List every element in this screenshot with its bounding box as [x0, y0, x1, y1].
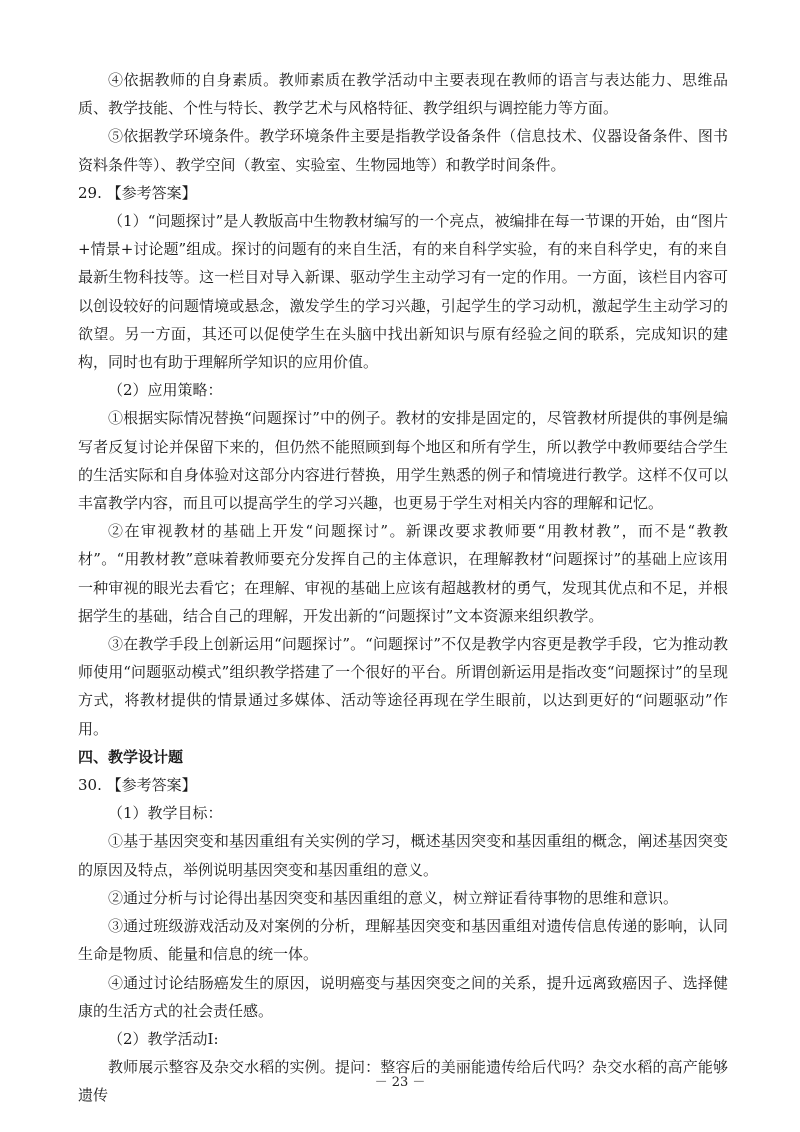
- para-teacher-quality: ④依据教师的自身素质。教师素质在教学活动中主要表现在教师的语言与表达能力、思维品质、教学技能、个性与特长、教学艺术与风格特征、教学组织与调控能力等方面。: [78, 71, 728, 118]
- para-goal-4: ④通过讨论结肠癌发生的原因，说明癌变与基因突变之间的关系，提升远离致癌因子、选择健康的生活方式的社会责任感。: [78, 973, 728, 1020]
- document-body: [78, 66, 728, 1110]
- para-30-2-title: （2）教学活动Ⅰ:: [108, 1029, 219, 1048]
- para-strategy-2: ②在审视教材的基础上开发“问题探讨”。新课改要求教师要“用教材教”，而不是“教教材”。“用教材教”意味着教师要充分发挥自己的主体意识，在理解教材“问题探讨”的基础上应该用一种审视的眼光去看它；在理解、审视的基础上应该有超越教材的勇气，发现其优点和不足，并根据学生的基础，结合自己的理解，开发出新的“问题探讨”文本资源来组织教学。: [78, 522, 728, 625]
- para-goal-3: ③通过班级游戏活动及对案例的分析，理解基因突变和基因重组对遗传信息传递的影响，认同生命是物质、能量和信息的统一体。: [78, 917, 728, 964]
- answer-29-label: 29. 【参考答案】: [78, 183, 197, 202]
- answer-30-label: 30. 【参考答案】: [78, 776, 197, 795]
- para-30-1-title: （1）教学目标：: [108, 804, 223, 823]
- para-strategy-3: ③在教学手段上创新运用“问题探讨”。“问题探讨”不仅是教学内容更是教学手段，它为推动教师使用“问题驱动模式”组织教学搭建了一个很好的平台。所谓创新运用是指改变“问题探讨”的呈现方式，将教材提供的情景通过多媒体、活动等途径再现在学生眼前，以达到更好的“问题驱动”作用。: [78, 635, 728, 738]
- section-heading-4: 四、教学设计题: [78, 747, 184, 766]
- para-activity-1: 教师展示整容及杂交水稻的实例。提问：整容后的美丽能遗传给后代吗？杂交水稻的高产能够遗传: [78, 1058, 728, 1105]
- para-29-2-title: （2）应用策略：: [108, 381, 223, 400]
- para-goal-2: ②通过分析与讨论得出基因突变和基因重组的意义，树立辩证看待事物的思维和意识。: [108, 888, 679, 907]
- para-goal-1: ①基于基因突变和基因重组有关实例的学习，概述基因突变和基因重组的概念，阐述基因突变的原因及特点，举例说明基因突变和基因重组的意义。: [78, 832, 728, 879]
- para-environment: ⑤依据教学环境条件。教学环境条件主要是指教学设备条件（信息技术、仪器设备条件、图书资料条件等）、教学空间（教室、实验室、生物园地等）和教学时间条件。: [78, 127, 728, 174]
- para-strategy-1: ①根据实际情况替换“问题探讨”中的例子。教材的安排是固定的，尽管教材所提供的事例是编写者反复讨论并保留下来的，但仍然不能照顾到每个地区和所有学生，所以教学中教师要结合学生的生活实际和自身体验对这部分内容进行替换，用学生熟悉的例子和情境进行教学。这样不仅可以丰富教学内容，而且可以提高学生的学习兴趣，也更易于学生对相关内容的理解和记忆。: [78, 409, 728, 513]
- para-29-1: （1）“问题探讨”是人教版高中生物教材编写的一个亮点，被编排在每一节课的开始，由“图片+情景+讨论题”组成。探讨的问题有的来自生活，有的来自科学实验，有的来自科学史，有的来自最新生物科技等。这一栏目对导入新课、驱动学生主动学习有一定的作用。一方面，该栏目内容可以创设较好的问题情境或悬念，激发学生的学习兴趣，引起学生的学习动机，激起学生主动学习的欲望。另一方面，其还可以促使学生在头脑中找出新知识与原有经验之间的联系，完成知识的建构，同时也有助于理解所学知识的应用价值。: [78, 212, 728, 372]
- page-number: － 23 －: [374, 1075, 426, 1090]
